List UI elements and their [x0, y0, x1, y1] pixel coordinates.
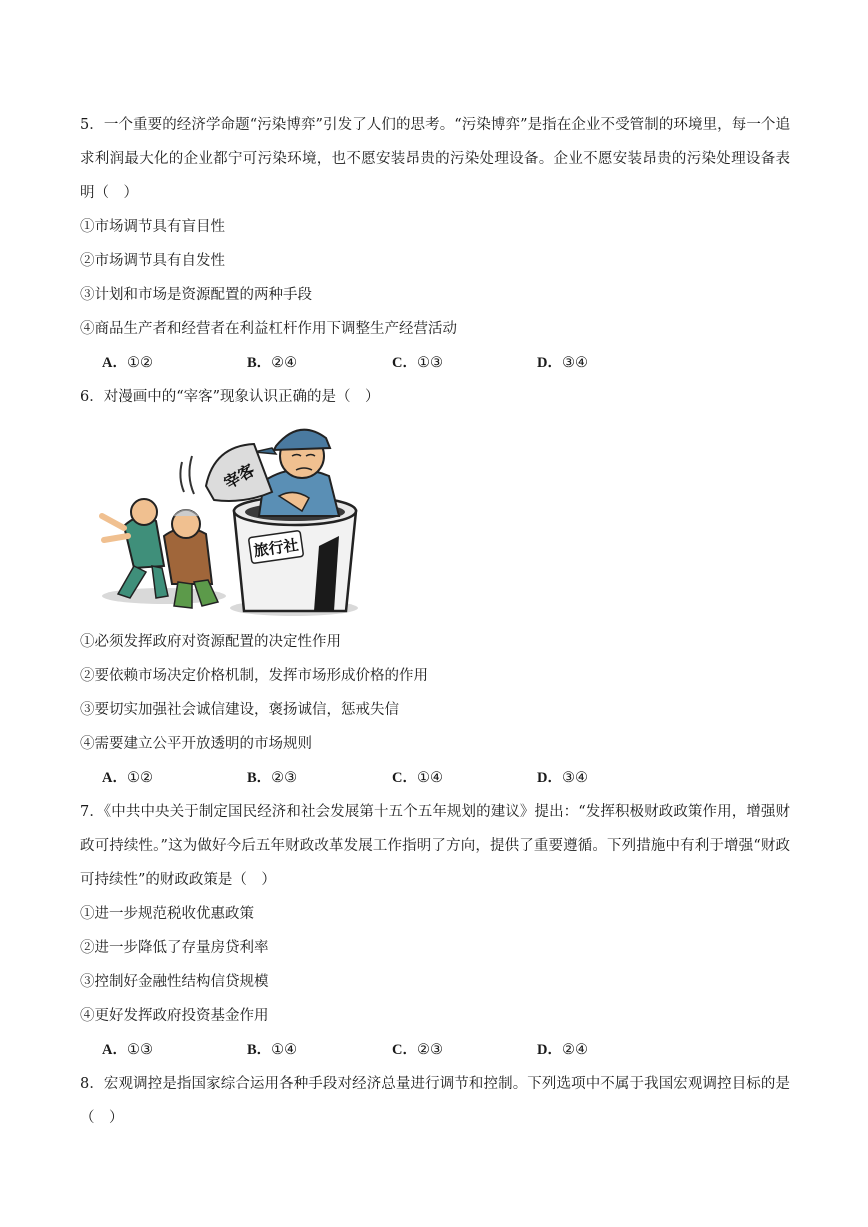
statement-item: ②要依赖市场决定价格机制，发挥市场形成价格的作用 [80, 668, 428, 684]
option-b[interactable]: B．①④ [247, 1042, 298, 1058]
answer-options [80, 1033, 790, 1067]
question-6 [80, 380, 790, 795]
answer-options [80, 761, 790, 795]
option-a[interactable]: A．①② [102, 770, 153, 786]
question-stem: 5．一个重要的经济学命题“污染博弈”引发了人们的思考。“污染博弈”是指在企业不受管制的环境里，每一个追求利润最大化的企业都宁可污染环境，也不愿安装昂贵的污染处理设备。企业不愿安装昂贵的污染处理设备表明（ ） [80, 117, 790, 201]
question-5 [80, 108, 790, 380]
statement-item: ①市场调节具有盲目性 [80, 219, 225, 235]
question-stem: 7．《中共中央关于制定国民经济和社会发展第十五个五年规划的建议》提出：“发挥积极财政政策作用，增强财政可持续性。”这为做好今后五年财政改革发展工作指明了方向，提供了重要遵循。下列措施中有利于增强“财政可持续性”的财政政策是（ ） [80, 804, 790, 888]
question-stem: 6．对漫画中的“宰客”现象认识正确的是（ ） [80, 389, 380, 405]
exam-page [80, 108, 790, 1135]
statement-item: ④商品生产者和经营者在利益杠杆作用下调整生产经营活动 [80, 321, 457, 337]
answer-options [80, 346, 790, 380]
man-in-cap-illustration [254, 430, 339, 516]
option-b[interactable]: B．②④ [247, 355, 298, 371]
option-c[interactable]: C．①③ [392, 355, 443, 371]
statement-item: ④需要建立公平开放透明的市场规则 [80, 736, 312, 752]
statement-item: ②市场调节具有自发性 [80, 253, 225, 269]
option-d[interactable]: D．③④ [537, 355, 588, 371]
option-d[interactable]: D．②④ [537, 1042, 588, 1058]
tourists-illustration [102, 499, 218, 608]
statement-item: ③计划和市场是资源配置的两种手段 [80, 287, 312, 303]
question-8 [80, 1067, 790, 1135]
option-c[interactable]: C．②③ [392, 1042, 443, 1058]
cleaver-label: 宰客 [220, 460, 258, 493]
option-a[interactable]: A．①③ [102, 1042, 153, 1058]
option-c[interactable]: C．①④ [392, 770, 443, 786]
option-d[interactable]: D．③④ [537, 770, 588, 786]
option-a[interactable]: A．①② [102, 355, 153, 371]
statement-item: ①进一步规范税收优惠政策 [80, 906, 254, 922]
statement-item: ①必须发挥政府对资源配置的决定性作用 [80, 634, 341, 650]
tub-label: 旅行社 [252, 535, 300, 561]
cartoon-image [94, 416, 364, 621]
option-b[interactable]: B．②③ [247, 770, 298, 786]
statement-item: ②进一步降低了存量房贷利率 [80, 940, 269, 956]
question-stem: 8．宏观调控是指国家综合运用各种手段对经济总量进行调节和控制。下列选项中不属于我国宏观调控目标的是（ ） [80, 1076, 790, 1126]
question-7 [80, 795, 790, 1067]
statement-item: ④更好发挥政府投资基金作用 [80, 1008, 269, 1024]
statement-item: ③要切实加强社会诚信建设，褒扬诚信，惩戒失信 [80, 702, 399, 718]
statement-item: ③控制好金融性结构信贷规模 [80, 974, 269, 990]
cleaver-illustration [180, 444, 272, 501]
